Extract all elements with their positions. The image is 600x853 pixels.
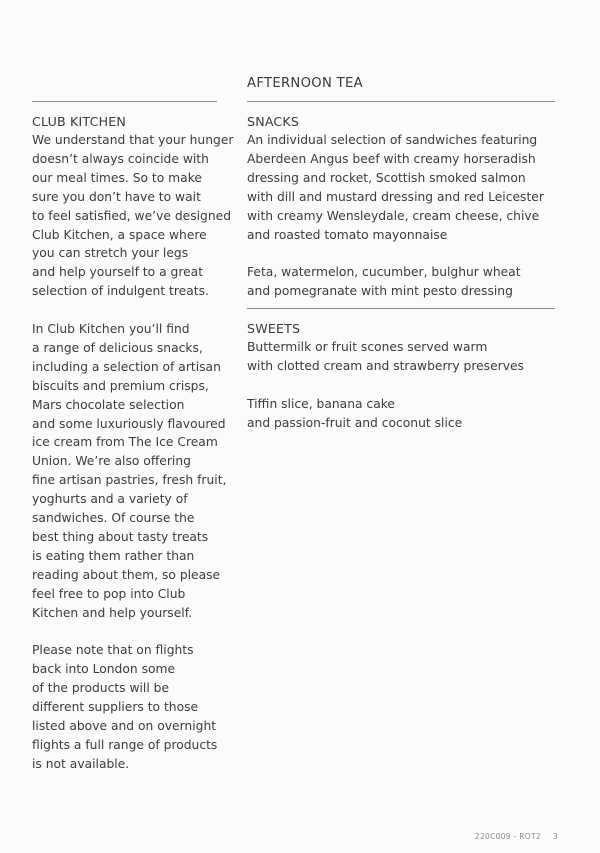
page-footer [464, 823, 558, 850]
document-code: 220C009 - ROT2 [474, 832, 541, 841]
divider-left-top [32, 101, 217, 102]
sweets-heading: SWEETS [247, 321, 301, 336]
club-kitchen-section [32, 113, 232, 774]
divider-snacks-sweets [247, 308, 555, 309]
snacks-item: An individual selection of sandwiches featuring Aberdeen Angus beef with creamy horseradish dressing and rocket, Scottish smoked salmon with dill and mustard dressing and red Leicester with creamy Wensleydale, cream cheese, chive and roasted tomato mayonnaise [247, 133, 544, 242]
sweets-section [247, 320, 557, 433]
sweets-item: Tiffin slice, banana cake and passion-fruit and coconut slice [247, 396, 463, 430]
sweets-item: Buttermilk or fruit scones served warm with clotted cream and strawberry preserves [247, 340, 524, 373]
page-number: 3 [552, 832, 558, 841]
page-title: AFTERNOON TEA [247, 76, 363, 91]
club-kitchen-heading: CLUB KITCHEN [32, 114, 127, 129]
snacks-item: Feta, watermelon, cucumber, bulghur wheat and pomegranate with mint pesto dressing [247, 265, 521, 299]
club-kitchen-paragraph-2: In Club Kitchen you’ll find a range of delicious snacks, including a selection of artisan biscuits and premium crisps, Mars chocolate selection and some luxuriously flavoured ice cream from The Ice Cream Union. We’re also offering fine artisan pastries, fresh fruit, yoghurts and a variety of sandwiches. Of course the best thing about tasty treats is eating them rather than reading about them, so please feel free to pop into Club Kitchen and help yourself. [32, 322, 227, 620]
divider-right-top [247, 101, 555, 102]
snacks-section [247, 113, 557, 301]
snacks-heading: SNACKS [247, 114, 300, 129]
club-kitchen-paragraph-3: Please note that on flights back into London some of the products will be different suppliers to those listed above and on overnight flights a full range of products is not available. [32, 643, 218, 771]
club-kitchen-paragraph-1: We understand that your hunger doesn’t always coincide with our meal times. So to make sure you don’t have to wait to feel satisfied, we’ve designed Club Kitchen, a space where you can stretch your legs and help yourself to a great selection of indulgent treats. [32, 133, 234, 299]
